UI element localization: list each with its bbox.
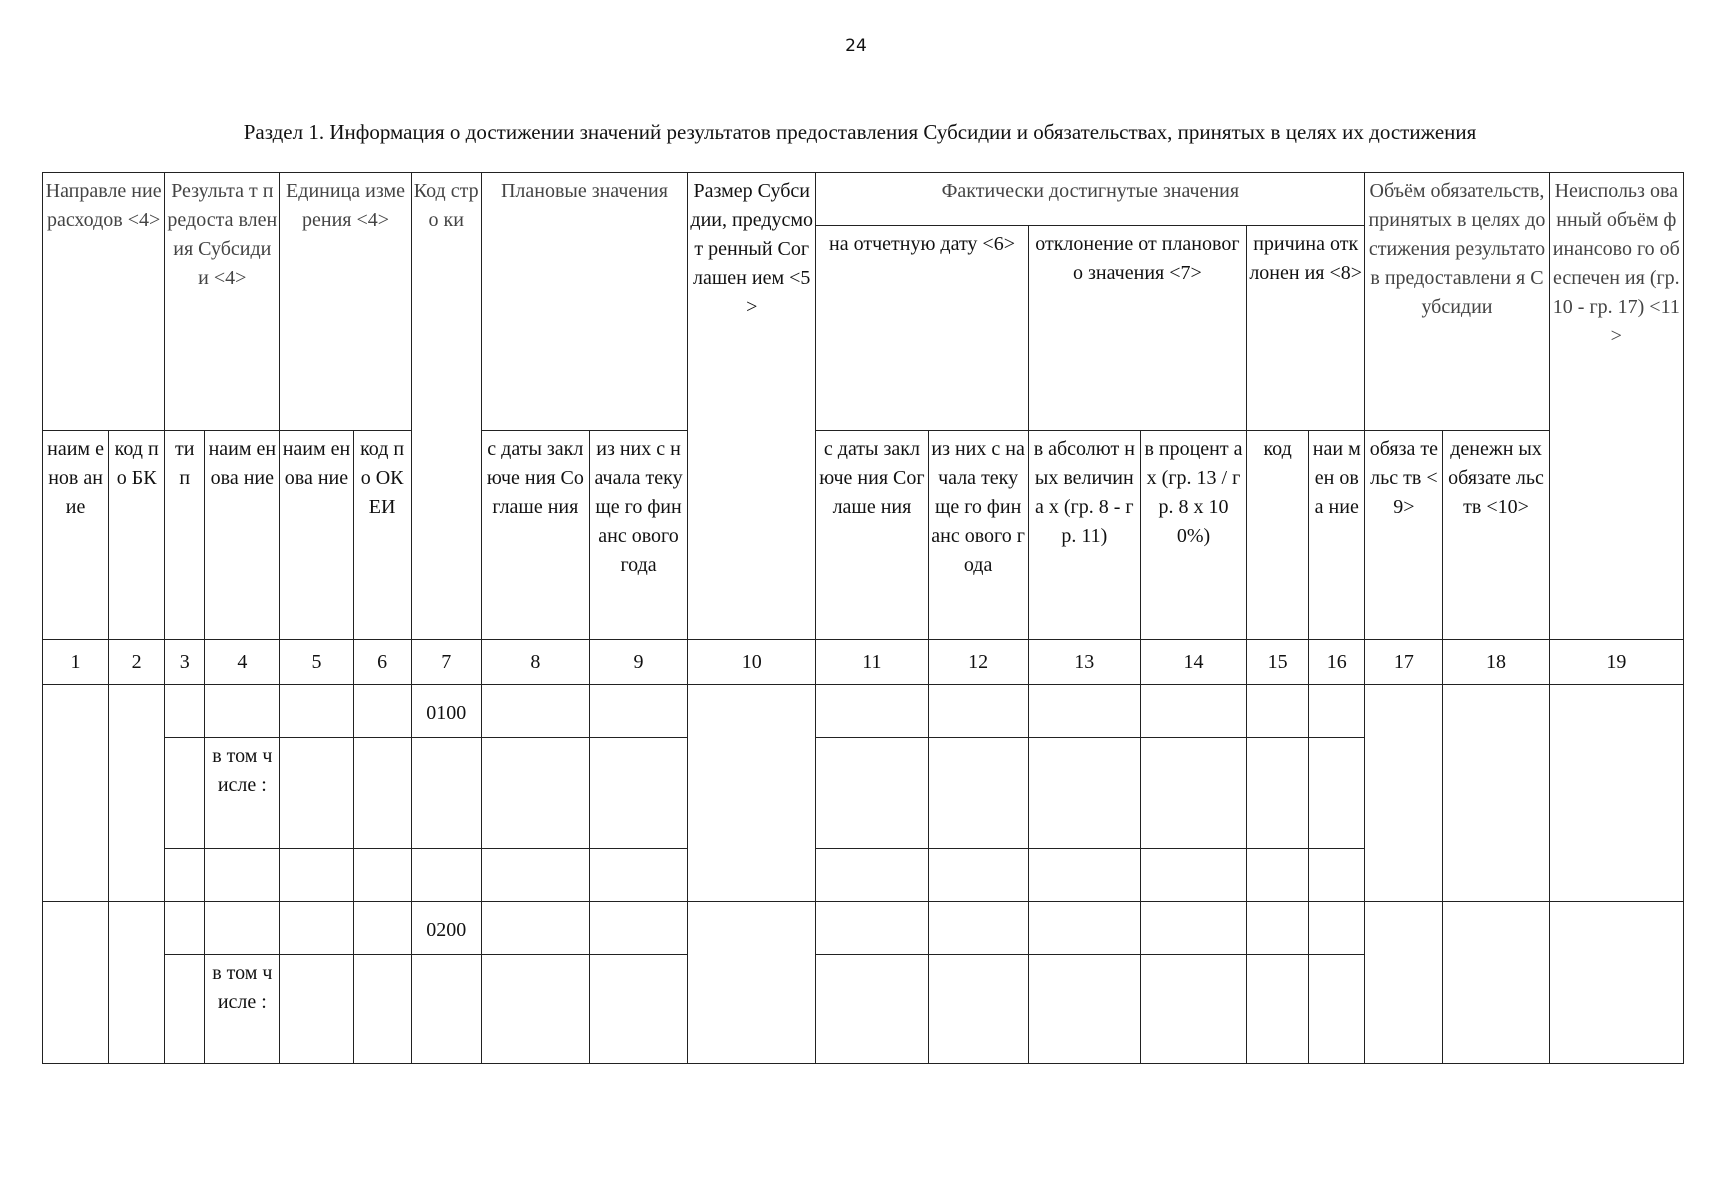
column-number: 6 — [353, 640, 411, 685]
cell — [353, 849, 411, 902]
table-row — [43, 902, 1684, 955]
cell — [589, 902, 687, 955]
subheader-reason-name: наи мен ова ние — [1309, 431, 1365, 640]
subheader-fact-from-date: с даты заключе ния Соглаше ния — [816, 431, 928, 640]
cell — [280, 685, 353, 738]
column-number: 13 — [1028, 640, 1140, 685]
column-number: 1 — [43, 640, 109, 685]
subheader-type: ти п — [165, 431, 205, 640]
cell — [165, 955, 205, 1064]
column-number: 15 — [1247, 640, 1309, 685]
cell — [589, 685, 687, 738]
column-number: 19 — [1549, 640, 1683, 685]
column-numbers-row — [43, 640, 1684, 685]
cell — [165, 685, 205, 738]
cell — [928, 849, 1028, 902]
cell — [205, 849, 280, 902]
cell — [1140, 902, 1246, 955]
cell — [1028, 849, 1140, 902]
column-number: 18 — [1443, 640, 1549, 685]
cell — [928, 685, 1028, 738]
column-number: 3 — [165, 640, 205, 685]
column-number: 8 — [481, 640, 589, 685]
cell — [1365, 902, 1443, 1064]
column-number: 5 — [280, 640, 353, 685]
cell — [1247, 849, 1309, 902]
subheader-code-okei: код по ОК ЕИ — [353, 431, 411, 640]
cell — [481, 685, 589, 738]
cell — [1309, 902, 1365, 955]
header-unused: Неиспольз ованный объём финансово го обеспечен ия (гр. 10 - гр. 17) <11> — [1549, 173, 1683, 640]
cell — [816, 738, 928, 849]
cell — [205, 902, 280, 955]
cell — [1247, 738, 1309, 849]
header-planned: Плановые значения — [481, 173, 687, 431]
column-number: 12 — [928, 640, 1028, 685]
cell — [816, 685, 928, 738]
cell — [928, 955, 1028, 1064]
cell — [1028, 902, 1140, 955]
cell — [481, 849, 589, 902]
cell — [688, 902, 816, 1064]
cell — [411, 955, 481, 1064]
cell — [1247, 902, 1309, 955]
column-number: 4 — [205, 640, 280, 685]
subheader-code-bk: код по БК — [109, 431, 165, 640]
column-number: 17 — [1365, 640, 1443, 685]
cell — [1140, 955, 1246, 1064]
cell — [1247, 685, 1309, 738]
cell — [1443, 685, 1549, 902]
cell — [816, 849, 928, 902]
cell — [1549, 685, 1683, 902]
cell — [165, 902, 205, 955]
cell — [280, 955, 353, 1064]
report-table — [42, 172, 1684, 1064]
cell — [589, 955, 687, 1064]
cell — [481, 902, 589, 955]
cell — [280, 849, 353, 902]
cell — [589, 849, 687, 902]
subheader-money-oblig: денежн ых обязате льств <10> — [1443, 431, 1549, 640]
cell — [1140, 738, 1246, 849]
subheader-plan-from-year: из них с начала текуще го финанс ового года — [589, 431, 687, 640]
line-code-cell: 0100 — [411, 685, 481, 738]
header-deviation: отклонение от планового значения <7> — [1028, 226, 1246, 431]
cell — [481, 738, 589, 849]
header-subsidy-size: Размер Субсидии, предусмот ренный Соглашен ием <5> — [688, 173, 816, 640]
subheader-plan-from-date: с даты заключе ния Соглаше ния — [481, 431, 589, 640]
cell — [1365, 685, 1443, 902]
cell — [280, 738, 353, 849]
cell — [43, 902, 109, 1064]
cell — [205, 685, 280, 738]
cell — [353, 738, 411, 849]
table-row — [43, 685, 1684, 738]
header-obligations: Объём обязательств, принятых в целях достижения результатов предоставлени я Субсидии — [1365, 173, 1549, 431]
header-direction: Направле ние расходов <4> — [43, 173, 165, 431]
header-line-code: Код стро ки — [411, 173, 481, 640]
including-label: в том числе : — [205, 738, 280, 849]
header-at-report-date: на отчетную дату <6> — [816, 226, 1028, 431]
including-label: в том числе : — [205, 955, 280, 1064]
subheader-fact-from-year: из них с начала текуще го финанс ового года — [928, 431, 1028, 640]
cell — [1140, 685, 1246, 738]
subheader-reason-code: код — [1247, 431, 1309, 640]
cell — [280, 902, 353, 955]
column-number: 14 — [1140, 640, 1246, 685]
subheader-pct: в процент ах (гр. 13 / гр. 8 х 100%) — [1140, 431, 1246, 640]
subheader-oblig: обяза тельс тв <9> — [1365, 431, 1443, 640]
column-number: 16 — [1309, 640, 1365, 685]
cell — [1309, 955, 1365, 1064]
cell — [589, 738, 687, 849]
cell — [1309, 849, 1365, 902]
cell — [1309, 738, 1365, 849]
cell — [411, 849, 481, 902]
cell — [109, 685, 165, 902]
cell — [165, 849, 205, 902]
header-reason: причина отклонен ия <8> — [1247, 226, 1365, 431]
cell — [1140, 849, 1246, 902]
cell — [165, 738, 205, 849]
page-number: 24 — [845, 36, 867, 56]
header-actual: Фактически достигнутые значения — [816, 173, 1365, 226]
cell — [353, 902, 411, 955]
cell — [353, 685, 411, 738]
subheader-name1: наим енов ание — [43, 431, 109, 640]
subheader-name2: наим енова ние — [205, 431, 280, 640]
cell — [688, 685, 816, 902]
cell — [109, 902, 165, 1064]
header-unit: Единица измерения <4> — [280, 173, 411, 431]
column-number: 9 — [589, 640, 687, 685]
cell — [411, 738, 481, 849]
subheader-name3: наим енова ние — [280, 431, 353, 640]
cell — [353, 955, 411, 1064]
column-number: 11 — [816, 640, 928, 685]
cell — [816, 955, 928, 1064]
cell — [1028, 955, 1140, 1064]
cell — [928, 738, 1028, 849]
column-number: 10 — [688, 640, 816, 685]
column-number: 2 — [109, 640, 165, 685]
cell — [1247, 955, 1309, 1064]
section-title: Раздел 1. Информация о достижении значений результатов предоставления Субсидии и обязательствах, принятых в целях их достижения — [243, 120, 1477, 144]
line-code-cell: 0200 — [411, 902, 481, 955]
cell — [816, 902, 928, 955]
cell — [928, 902, 1028, 955]
cell — [1309, 685, 1365, 738]
header-result: Результа т предоста вления Субсиди и <4> — [165, 173, 280, 431]
cell — [1549, 902, 1683, 1064]
cell — [481, 955, 589, 1064]
column-number: 7 — [411, 640, 481, 685]
subheader-abs: в абсолют ных величина х (гр. 8 - гр. 11) — [1028, 431, 1140, 640]
cell — [43, 685, 109, 902]
cell — [1028, 685, 1140, 738]
cell — [1028, 738, 1140, 849]
cell — [1443, 902, 1549, 1064]
